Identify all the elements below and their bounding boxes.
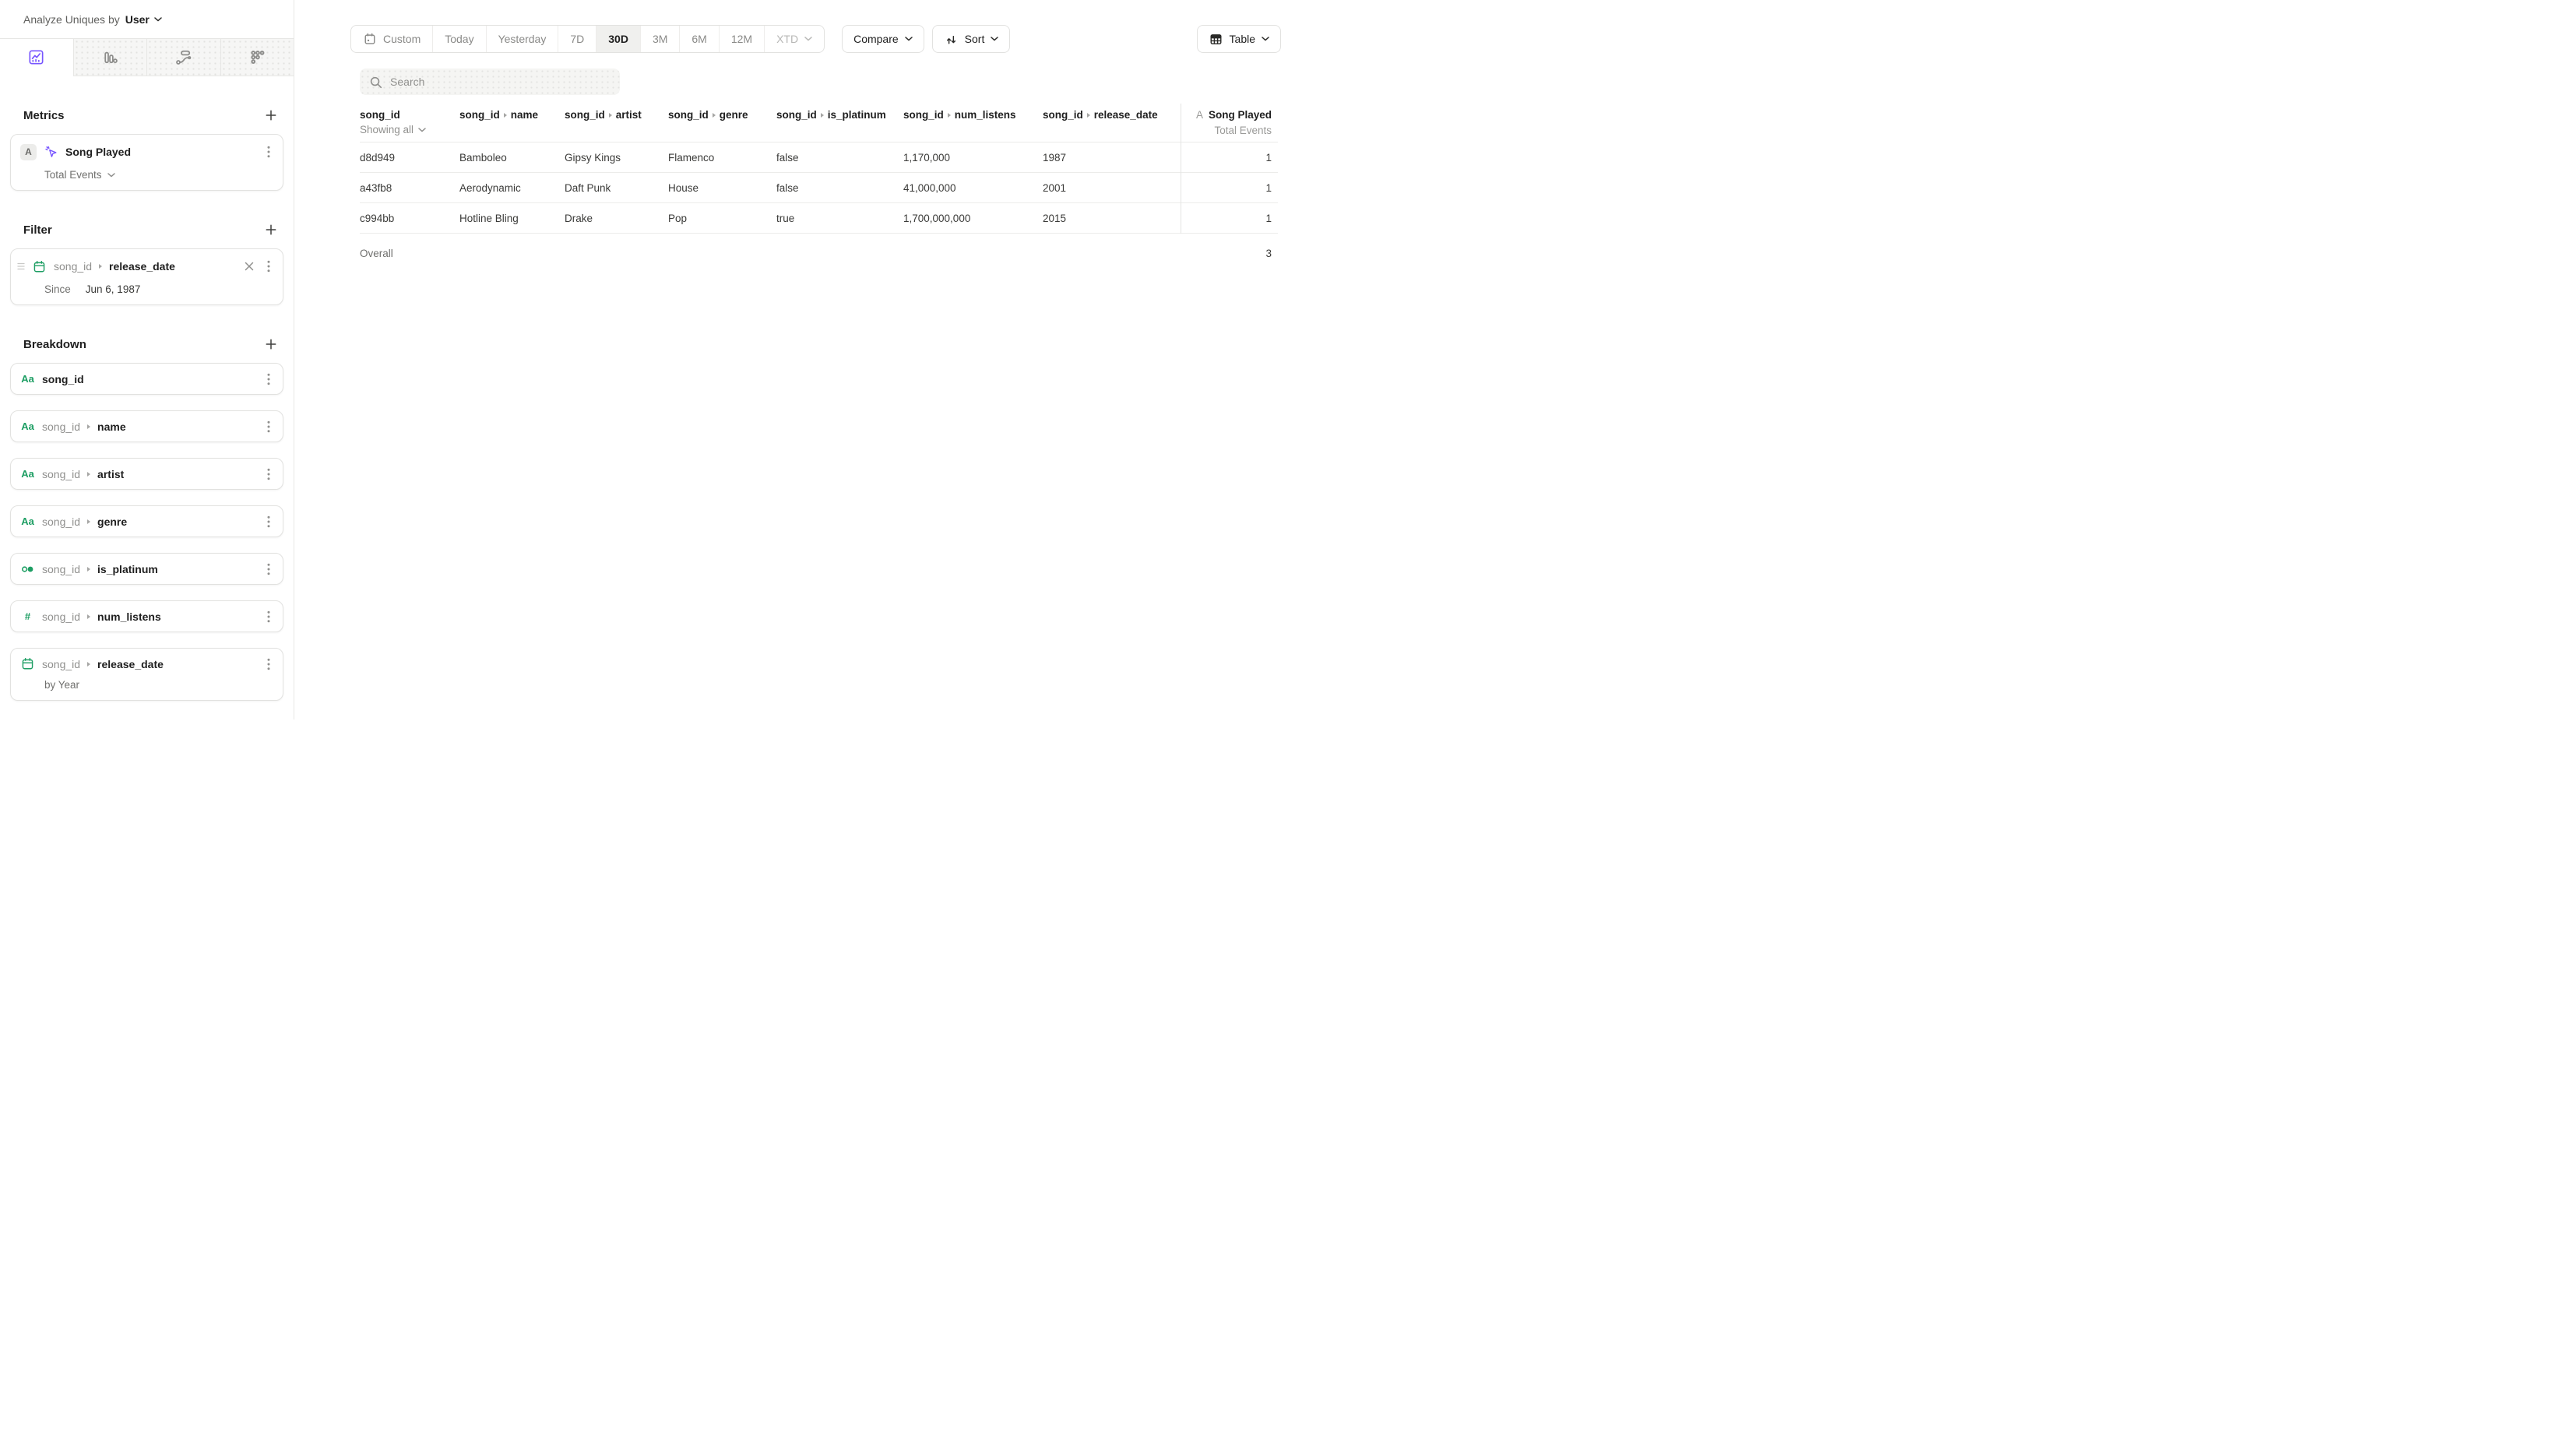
metric-event-name: Song Played	[65, 146, 132, 158]
column-header-metric[interactable]: A Song Played Total Events	[1195, 109, 1272, 136]
breakdown-property-name: num_listens	[97, 610, 161, 623]
plus-icon	[265, 223, 277, 236]
breakdown-more-menu-button[interactable]	[264, 609, 273, 625]
overall-label: Overall	[360, 247, 393, 259]
filter-value: Jun 6, 1987	[85, 283, 141, 295]
metric-card-row	[20, 135, 273, 169]
table-search[interactable]	[360, 69, 620, 95]
breakdown-property-prefix: song_id	[42, 515, 81, 528]
sort-button[interactable]: Sort	[932, 25, 1011, 53]
breakdown-more-menu-button[interactable]	[264, 561, 273, 577]
breadcrumb-arrow-icon	[87, 472, 90, 477]
breakdown-more-menu-button[interactable]	[264, 656, 273, 672]
cell-is-platinum: false	[776, 151, 799, 164]
table-row[interactable]	[360, 142, 1278, 173]
column-header-num-listens[interactable]: song_id num_listens	[903, 109, 1016, 121]
column-header-genre[interactable]: song_id genre	[668, 109, 748, 121]
date-range-xtd[interactable]: XTD	[764, 26, 824, 52]
overall-value: 3	[1265, 247, 1272, 259]
breadcrumb-arrow-icon	[504, 113, 507, 118]
table-grid-icon	[1209, 32, 1223, 47]
date-range-6m[interactable]: 6M	[679, 26, 718, 52]
cursor-click-icon	[44, 144, 58, 160]
report-canvas	[294, 0, 1288, 720]
kebab-icon	[267, 373, 270, 385]
filter-operator: Since	[44, 283, 71, 295]
calendar-icon	[32, 259, 47, 274]
date-range-yesterday[interactable]: Yesterday	[486, 26, 558, 52]
visualization-tabbar	[0, 38, 294, 76]
kebab-icon	[267, 515, 270, 528]
metric-aggregation-value: Total Events	[44, 169, 102, 181]
tab-line-chart[interactable]	[0, 39, 73, 76]
flows-icon	[174, 48, 192, 66]
breakdown-property-name: is_platinum	[97, 562, 158, 575]
column-header-name[interactable]: song_id name	[459, 109, 539, 121]
filter-section-header	[23, 222, 279, 237]
metrics-title: Metrics	[23, 108, 65, 122]
boolean-property-icon	[20, 562, 35, 576]
analysis-header	[0, 0, 294, 38]
cell-genre: Flamenco	[668, 151, 715, 164]
kebab-icon	[267, 563, 270, 575]
search-icon	[369, 76, 382, 89]
filter-more-menu-button[interactable]	[264, 259, 273, 274]
filter-title: Filter	[23, 223, 52, 237]
cell-num-listens: 41,000,000	[903, 181, 956, 194]
breakdown-bucket-selector[interactable]	[44, 679, 273, 700]
date-range-today[interactable]: Today	[432, 26, 485, 52]
breakdown-card-genre[interactable]	[10, 505, 283, 537]
breakdown-property-prefix: song_id	[42, 610, 81, 623]
breakdown-section-header	[23, 336, 279, 352]
chevron-down-icon	[991, 37, 998, 41]
tab-metrics-grid[interactable]	[220, 39, 294, 76]
breakdown-card-num-listens[interactable]	[10, 600, 283, 632]
breadcrumb-arrow-icon	[821, 113, 824, 118]
breakdown-more-menu-button[interactable]	[264, 514, 273, 530]
add-metric-button[interactable]	[263, 107, 279, 123]
cell-release-date: 2001	[1043, 181, 1067, 194]
filter-card[interactable]	[10, 248, 283, 305]
app-window	[0, 0, 1288, 720]
breakdown-property-name: artist	[97, 467, 125, 480]
add-filter-button[interactable]	[263, 222, 279, 237]
breakdown-more-menu-button[interactable]	[264, 466, 273, 482]
chevron-down-icon	[418, 128, 426, 132]
cell-num-listens: 1,700,000,000	[903, 212, 971, 224]
metric-aggregation-selector[interactable]	[44, 169, 273, 190]
kebab-icon	[267, 658, 270, 670]
plus-icon	[265, 109, 277, 121]
chevron-down-icon	[107, 173, 115, 178]
query-builder-sidebar	[0, 0, 294, 720]
filter-condition[interactable]	[44, 283, 273, 304]
compare-button[interactable]: Compare	[842, 25, 924, 53]
breakdown-bucket-value: by Year	[44, 679, 80, 691]
dots-grid-icon	[248, 48, 266, 66]
close-icon	[245, 262, 254, 271]
breadcrumb-arrow-icon	[713, 113, 716, 118]
cell-total-events: 1	[1265, 212, 1272, 224]
kebab-icon	[267, 420, 270, 433]
bar-chart-icon	[101, 48, 119, 66]
showing-all-selector[interactable]: Showing all	[360, 124, 459, 135]
sort-arrows-icon	[944, 32, 959, 47]
metric-card[interactable]	[10, 134, 283, 191]
text-property-icon: Aa	[21, 515, 34, 527]
cell-num-listens: 1,170,000	[903, 151, 951, 164]
breadcrumb-arrow-icon	[87, 424, 90, 429]
cell-genre: Pop	[668, 212, 688, 224]
column-header-release-date[interactable]: song_id release_date	[1043, 109, 1158, 121]
breakdown-more-menu-button[interactable]	[264, 371, 273, 387]
cell-release-date: 1987	[1043, 151, 1067, 164]
plus-icon	[265, 338, 277, 350]
cell-artist: Daft Punk	[565, 181, 611, 194]
metric-letter-badge: A	[20, 144, 37, 160]
kebab-icon	[267, 610, 270, 623]
breadcrumb-arrow-icon	[87, 519, 90, 524]
date-range-custom[interactable]: Custom	[351, 26, 432, 52]
overall-row	[360, 234, 1278, 273]
chevron-down-icon	[804, 37, 812, 41]
report-toolbar	[350, 25, 1281, 53]
filter-property-name: release_date	[109, 260, 175, 273]
view-type-button[interactable]: Table	[1197, 25, 1281, 53]
chevron-down-icon	[1262, 37, 1269, 41]
table-header-row	[360, 104, 1278, 142]
table-row[interactable]	[360, 173, 1278, 203]
analysis-label: Analyze Uniques by	[23, 12, 120, 26]
drag-handle-icon[interactable]	[17, 262, 25, 271]
breadcrumb-arrow-icon	[1087, 113, 1090, 118]
filter-card-row	[20, 249, 273, 283]
cell-name: Bamboleo	[459, 151, 507, 164]
cell-song-id: c994bb	[360, 212, 395, 224]
entity-value: User	[125, 12, 150, 26]
breadcrumb-arrow-icon	[948, 113, 951, 118]
add-breakdown-button[interactable]	[263, 336, 279, 352]
date-range-30d[interactable]: 30D	[596, 26, 640, 52]
breakdown-property-name: release_date	[97, 657, 164, 670]
cell-name: Hotline Bling	[459, 212, 519, 224]
cell-song-id: d8d949	[360, 151, 396, 164]
chevron-down-icon	[154, 17, 162, 22]
kebab-icon	[267, 468, 270, 480]
breakdown-more-menu-button[interactable]	[264, 419, 273, 435]
table-row[interactable]	[360, 203, 1278, 234]
breakdown-property-prefix: song_id	[42, 420, 81, 433]
tab-flows[interactable]	[146, 39, 220, 76]
breakdown-title: Breakdown	[23, 337, 86, 351]
column-header-song-id[interactable]: song_id Showing all	[360, 107, 459, 135]
cell-artist: Drake	[565, 212, 593, 224]
date-range-12m[interactable]: 12M	[719, 26, 764, 52]
breakdown-property-prefix: song_id	[42, 657, 81, 670]
breakdown-property-name: song_id	[42, 372, 84, 385]
cell-release-date: 2015	[1043, 212, 1067, 224]
cell-genre: House	[668, 181, 699, 194]
breakdown-card-artist[interactable]	[10, 458, 283, 490]
text-property-icon: Aa	[21, 420, 34, 432]
chevron-down-icon	[905, 37, 913, 41]
cell-name: Aerodynamic	[459, 181, 521, 194]
breadcrumb-arrow-icon	[87, 662, 90, 667]
breadcrumb-arrow-icon	[87, 567, 90, 572]
calendar-icon	[363, 32, 377, 46]
metric-more-menu-button[interactable]	[264, 144, 273, 160]
kebab-icon	[267, 260, 270, 273]
breakdown-card-release-date[interactable]	[10, 648, 283, 701]
cell-total-events: 1	[1265, 151, 1272, 164]
breakdown-card-song-id[interactable]	[10, 363, 283, 395]
search-input[interactable]	[390, 76, 611, 88]
metrics-section-header	[23, 107, 279, 123]
entity-selector[interactable]	[125, 13, 162, 26]
breakdown-property-name: name	[97, 420, 126, 433]
text-property-icon: Aa	[21, 468, 34, 480]
number-property-icon: #	[24, 610, 31, 622]
date-range-7d[interactable]: 7D	[558, 26, 596, 52]
breadcrumb-arrow-icon	[609, 113, 612, 118]
kebab-icon	[267, 146, 270, 158]
column-header-artist[interactable]: song_id artist	[565, 109, 642, 121]
cell-is-platinum: false	[776, 181, 799, 194]
date-range-control	[350, 25, 825, 53]
breakdown-property-prefix: song_id	[42, 467, 81, 480]
cell-is-platinum: true	[776, 212, 795, 224]
cell-song-id: a43fb8	[360, 181, 392, 194]
breakdown-card-name[interactable]	[10, 410, 283, 442]
breakdown-property-name: genre	[97, 515, 128, 528]
cell-artist: Gipsy Kings	[565, 151, 621, 164]
breadcrumb-arrow-icon	[87, 614, 90, 619]
breakdown-card-is-platinum[interactable]	[10, 553, 283, 585]
breakdown-property-prefix: song_id	[42, 562, 81, 575]
tab-bar-chart[interactable]	[73, 39, 147, 76]
remove-filter-button[interactable]	[241, 260, 257, 273]
line-chart-icon	[27, 48, 45, 66]
filter-property-prefix: song_id	[54, 260, 93, 273]
date-range-3m[interactable]: 3M	[640, 26, 679, 52]
column-header-is-platinum[interactable]: song_id is_platinum	[776, 109, 886, 121]
breadcrumb-arrow-icon	[99, 264, 102, 269]
calendar-icon	[20, 656, 35, 671]
cell-total-events: 1	[1265, 181, 1272, 194]
results-table	[360, 104, 1278, 273]
query-sections	[0, 76, 294, 720]
text-property-icon: Aa	[21, 373, 34, 385]
